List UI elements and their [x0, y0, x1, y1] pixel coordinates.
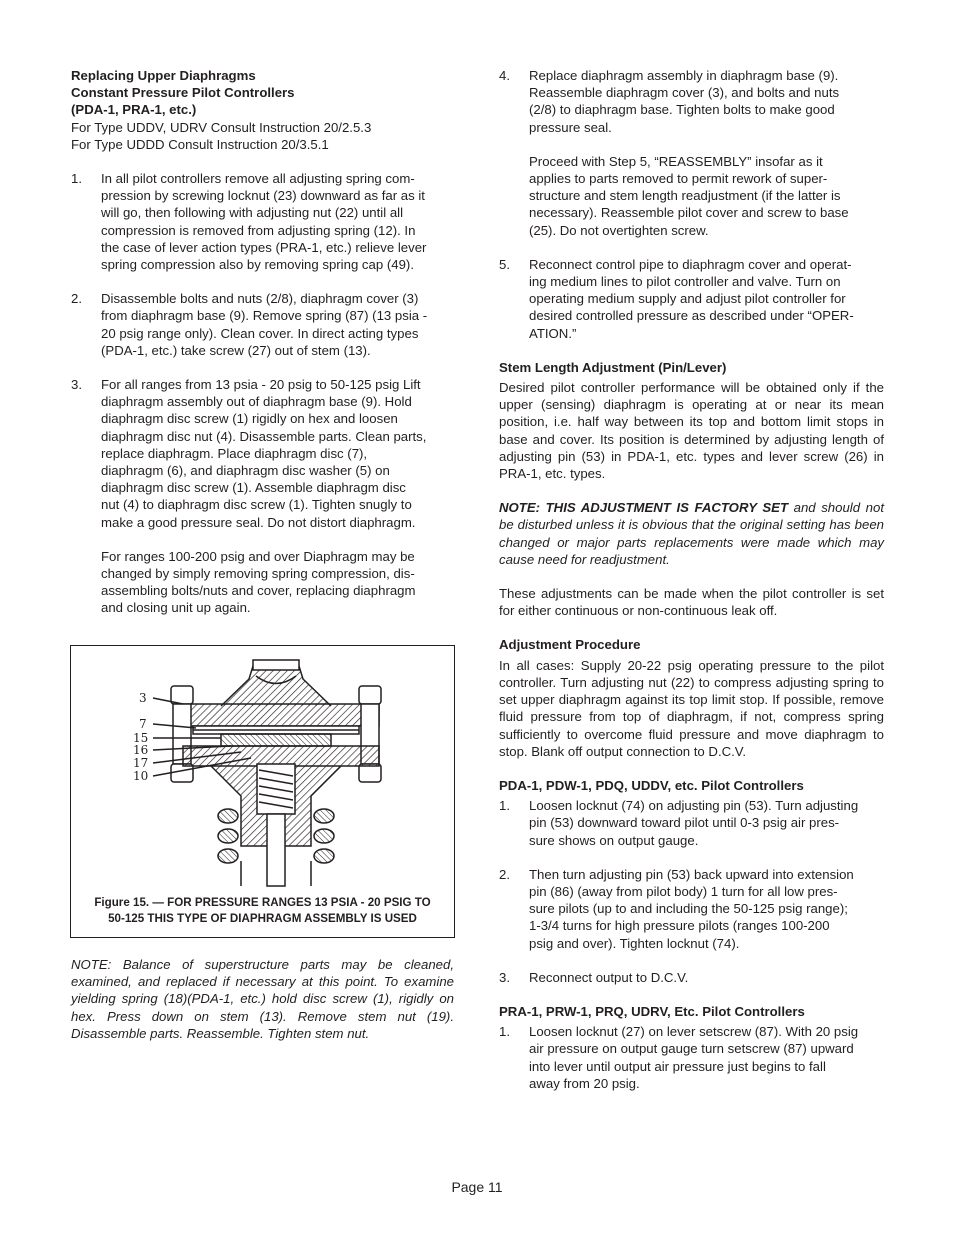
step-line: sure pilots (up to and including the 50-125 psig range);: [529, 901, 848, 917]
figure-caption: [79, 895, 446, 927]
section-models: (PDA-1, PRA-1, etc.): [71, 102, 197, 118]
note-emphasis: NOTE: THIS ADJUSTMENT IS FACTORY SET: [499, 500, 789, 516]
step-line: 1-3/4 turns for high pressure pilots (ranges 100-200: [529, 918, 830, 934]
paragraph: In all cases: Supply 20-22 psig operating pressure to the pilot controller. Turn adjusting nut (22) to compress adjusting spring to set upper diaphragm against its top limit stop. If possible, remove fluid pressure from top of diaphragm, if not, compress spring sufficiently to overcome fluid pressure and move diaphragm to stop. Blank off output connection to D.C.V.: [499, 657, 884, 759]
step-number: 3.: [71, 377, 82, 393]
note-text: and should not be disturbed unless it is obvious that the original setting has been changed or major parts replacements were made which may cause need for readjustment.: [499, 500, 884, 567]
step-line: diaphragm disc nut (4). Disassemble parts. Clean parts,: [101, 428, 427, 444]
numbered-step: [499, 67, 884, 239]
reference-line: For Type UDDV, UDRV Consult Instruction 20/2.5.3: [71, 119, 372, 135]
paragraph: These adjustments can be made when the pilot controller is set for either continuous or non-continuous leak off.: [499, 586, 884, 619]
step-line: pressure seal.: [529, 119, 612, 135]
step-line: Disassemble bolts and nuts (2/8), diaphragm cover (3): [101, 291, 419, 307]
left-column: [71, 67, 456, 617]
step-line: assembling bolts/nuts and cover, replacing diaphragm: [101, 583, 416, 599]
step-line: applies to parts removed to permit rework of super-: [529, 171, 828, 187]
step-line: pression by screwing locknut (23) downward as far as it: [101, 188, 425, 204]
step-number: 2.: [499, 866, 510, 882]
step-line: diaphragm assembly out of diaphragm base (9). Hold: [101, 394, 412, 410]
section-heading: Stem Length Adjustment (Pin/Lever): [499, 359, 727, 375]
step-line: into lever until output air pressure just begins to fall: [529, 1058, 826, 1074]
step-line: operating medium supply and adjust pilot controller for: [529, 291, 846, 307]
figure-label: 17: [133, 756, 149, 770]
step-line: nut (4) to diaphragm disc screw (1). Tighten snugly to: [101, 497, 412, 513]
step-line: In all pilot controllers remove all adjusting spring com-: [101, 171, 415, 187]
step-line: 20 psig range only). Clean cover. In direct acting types: [101, 325, 419, 341]
numbered-step: [71, 376, 456, 617]
section-heading: PRA-1, PRW-1, PRQ, UDRV, Etc. Pilot Controllers: [499, 1003, 805, 1019]
step-line: Loosen locknut (27) on lever setscrew (87). With 20 psig: [529, 1024, 859, 1040]
reference-line: For Type UDDD Consult Instruction 20/3.5.1: [71, 136, 329, 152]
step-line: diaphragm (6), and diaphragm disc washer (5) on: [101, 463, 390, 479]
step-line: replace diaphragm. Place diaphragm disc (7),: [101, 445, 368, 461]
step-line: (2/8) to diaphragm base. Tighten bolts to make good: [529, 102, 835, 118]
note-paragraph: [499, 499, 884, 568]
paragraph: Desired pilot controller performance will be obtained only if the upper (sensing) diaphragm is operating at or near its mean position, i.e. half way between its top and bottom limit stops in base and cover. Its position is determined by adjusting length of adjusting pin (53) in PDA-1, etc. types and lever screw (26) in PRA-1, etc. types.: [499, 380, 884, 482]
step-line: will go, then following with adjusting nut (22) until all: [101, 205, 404, 221]
step-line: psig and over). Tighten locknut (74).: [529, 935, 740, 951]
step-line: Reconnect output to D.C.V.: [529, 969, 689, 985]
figure-label: 7: [139, 717, 147, 731]
figure-label: 3: [139, 691, 147, 705]
step-line: Loosen locknut (74) on adjusting pin (53). Turn adjusting: [529, 798, 859, 814]
step-line: diaphragm disc screw (1). Assemble diaphragm disc: [101, 480, 406, 496]
step-line: necessary). Reassemble pilot cover and screw to base: [529, 205, 849, 221]
step-line: Proceed with Step 5, “REASSEMBLY” insofar as it: [529, 153, 823, 169]
step-line: For all ranges from 13 psia - 20 psig to 50-125 psig Lift: [101, 377, 421, 393]
step-number: 4.: [499, 68, 510, 83]
section-heading: PDA-1, PDW-1, PDQ, UDDV, etc. Pilot Controllers: [499, 777, 804, 793]
figure-label: 16: [133, 743, 149, 757]
step-line: For ranges 100-200 psig and over Diaphragm may be: [101, 548, 415, 564]
step-line: (PDA-1, etc.) take screw (27) out of stem (13).: [101, 342, 371, 358]
figure-caption-line: Figure 15. — FOR PRESSURE RANGES 13 PSIA - 20 PSIG TO: [94, 896, 431, 909]
figure-label: 10: [133, 769, 149, 783]
step-line: (25). Do not overtighten screw.: [529, 222, 709, 238]
step-line: compression is removed from adjusting spring (12). In: [101, 222, 416, 238]
step-line: Replace diaphragm assembly in diaphragm base (9).: [529, 68, 839, 83]
step-number: 5.: [499, 256, 510, 272]
numbered-step: [71, 290, 456, 359]
step-line: ATION.”: [529, 325, 577, 341]
step-line: air pressure on output gauge turn setscrew (87) upward: [529, 1041, 854, 1057]
diaphragm-assembly-drawing: [71, 646, 454, 891]
step-line: Reconnect control pipe to diaphragm cover and operat-: [529, 256, 852, 272]
figure-label: 15: [133, 731, 149, 745]
numbered-step: [499, 866, 884, 952]
numbered-step: [499, 1023, 884, 1092]
note-paragraph: NOTE: Balance of superstructure parts may be cleaned, examined, and replaced if necessary at this point. To examine yielding spring (18)(PDA-1, etc.) hold disc screw (1), rigidly on hex. Press down on stem (13). Remove stem nut (19). Disassemble parts. Reassemble. Tighten stem nut.: [71, 957, 454, 1041]
step-line: from diaphragm base (9). Remove spring (87) (13 psia -: [101, 308, 428, 324]
section-subheading: Constant Pressure Pilot Controllers: [71, 85, 295, 101]
numbered-step: [499, 797, 884, 849]
step-number: 3.: [499, 969, 510, 985]
step-line: Then turn adjusting pin (53) back upward into extension: [529, 866, 854, 882]
step-line: Reassemble diaphragm cover (3), and bolts and nuts: [529, 85, 840, 101]
right-column: [499, 67, 884, 1092]
figure-caption-line: 50-125 THIS TYPE OF DIAPHRAGM ASSEMBLY IS USED: [108, 912, 417, 925]
step-line: and closing unit up again.: [101, 600, 251, 616]
section-heading: Replacing Upper Diaphragms: [71, 68, 256, 83]
step-line: make a good pressure seal. Do not distort diaphragm.: [101, 514, 416, 530]
step-line: the case of lever action types (PRA-1, etc.) relieve lever: [101, 239, 427, 255]
step-line: changed by simply removing spring compression, dis-: [101, 566, 415, 582]
step-line: ing medium lines to pilot controller and valve. Turn on: [529, 274, 841, 290]
numbered-step: [71, 170, 456, 273]
page-number: Page 11: [451, 1179, 503, 1195]
step-line: desired controlled pressure as described under “OPER-: [529, 308, 854, 324]
step-line: pin (53) downward toward pilot until 0-3 psig air pres-: [529, 815, 840, 831]
step-number: 1.: [499, 798, 510, 814]
step-number: 2.: [71, 291, 82, 307]
step-line: pin (86) (away from pilot body) 1 turn for all low pres-: [529, 883, 838, 899]
step-line: away from 20 psig.: [529, 1075, 640, 1091]
step-line: structure and stem length readjustment (if the latter is: [529, 188, 841, 204]
figure-15: [70, 645, 455, 938]
numbered-step: [499, 256, 884, 342]
section-heading: Adjustment Procedure: [499, 637, 641, 653]
step-line: sure shows on output gauge.: [529, 832, 699, 848]
step-line: diaphragm disc screw (1) rigidly on hex and loosen: [101, 411, 398, 427]
step-line: spring compression also by removing spring cap (49).: [101, 257, 414, 273]
step-number: 1.: [499, 1024, 510, 1040]
step-number: 1.: [71, 171, 82, 187]
numbered-step: [499, 969, 884, 986]
